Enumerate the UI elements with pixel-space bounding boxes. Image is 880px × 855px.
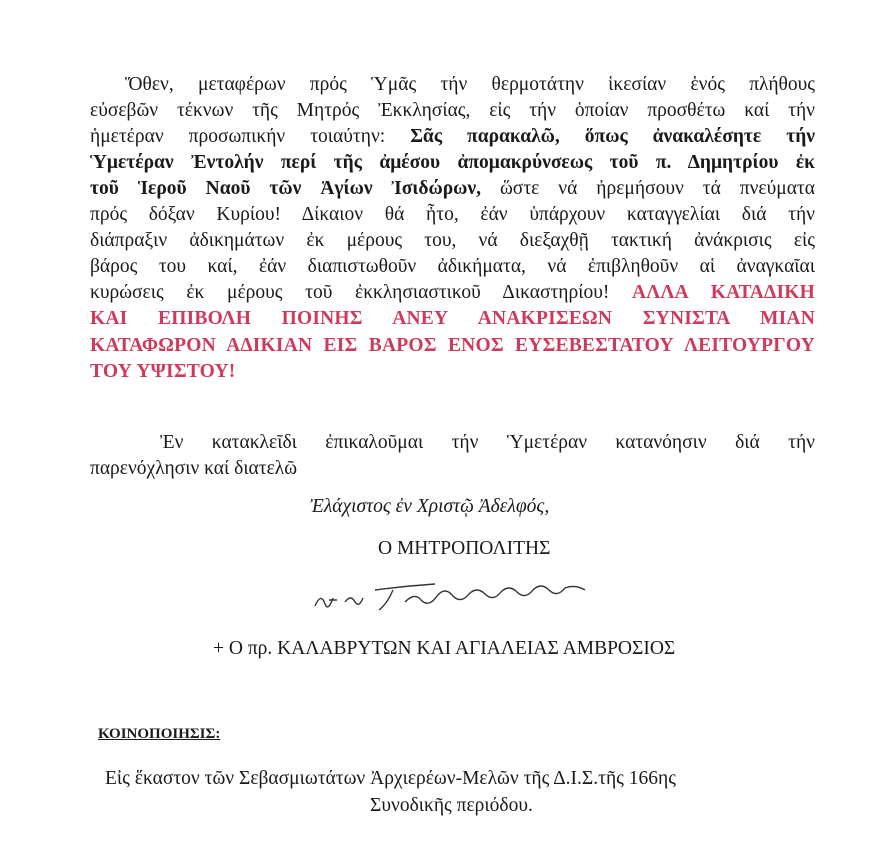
red-emphasis-line: ΚΑΙ ΕΠΙΒΟΛΗ ΠΟΙΝΗΣ ΑΝΕΥ ΑΝΑΚΡΙΣΕΩΝ ΣΥΝΙΣΤΑ ΜΙΑΝ	[90, 308, 815, 329]
bold-request: τοῦ Ἱεροῦ Ναοῦ τῶν Ἁγίων Ἰσιδώρων,	[90, 178, 482, 199]
paragraph1-line	[90, 124, 815, 150]
paragraph1-line	[90, 280, 815, 306]
bold-request: Σᾶς παρακαλῶ, ὅπως ἀνακαλέσητε τήν	[410, 126, 815, 147]
distribution-line: Εἰς ἕκαστον τῶν Σεβασμιωτάτων Ἀρχιερέων-Μελῶν τῆς Δ.Ι.Σ.τῆς 166ης	[105, 768, 676, 789]
text: κυρώσεις ἐκ μέρους τοῦ ἐκκλησιαστικοῦ Δικαστηρίου!	[90, 282, 633, 303]
paragraph1-line: Ὅθεν, μεταφέρων πρός Ὑμᾶς τήν θερμοτάτην ἱκεσίαν ἑνός πλήθους	[125, 74, 815, 95]
text: ἡμετέραν προσωπικήν τοιαύτην:	[90, 126, 411, 147]
red-emphasis: ΑΛΛΑ ΚΑΤΑΔΙΚΗ	[632, 282, 815, 303]
paragraph1-line: πρός δόξαν Κυρίου! Δίκαιον θά ἦτο, ἐάν ὑπάρχουν καταγγελίαι διά τήν	[90, 204, 815, 225]
signatory-name: + Ο πρ. ΚΑΛΑΒΡΥΤΩΝ ΚΑΙ ΑΓΙΑΛΕΙΑΣ ΑΜΒΡΟΣΙΟΣ	[213, 638, 676, 659]
text: ὥστε νά ἠρεμήσουν τά πνεύματα	[481, 178, 815, 199]
signatory-title: Ο ΜΗΤΡΟΠΟΛΙΤΗΣ	[378, 538, 551, 559]
distribution-heading: ΚΟΙΝΟΠΟΙΗΣΙΣ:	[98, 726, 221, 742]
paragraph1-line: βάρος του καί, ἐάν διαπιστωθοῦν ἀδικήματα, νά ἐπιβληθοῦν αἱ ἀναγκαῖαι	[90, 256, 815, 277]
paragraph1-line	[90, 176, 815, 202]
paragraph2-line: παρενόχλησιν καί διατελῶ	[90, 458, 298, 479]
salutation: Ἐλάχιστος ἐν Χριστῷ Ἀδελφός,	[310, 496, 550, 517]
paragraph1-line: εὐσεβῶν τέκνων τῆς Μητρός Ἐκκλησίας, εἰς τήν ὁποίαν προσθέτω καί τήν	[90, 100, 815, 121]
paragraph2-line: Ἐν κατακλεῖδι ἐπικαλοῦμαι τήν Ὑμετέραν κατανόησιν διά τήν	[160, 432, 815, 453]
distribution-line: Συνοδικῆς περιόδου.	[370, 795, 533, 816]
paragraph1-line: διάπραξιν ἀδικημάτων ἐκ μέρους του, νά διεξαχθῇ τακτική ἀνάκρισις εἰς	[90, 230, 815, 251]
red-emphasis-line: ΤΟΥ ΥΨΙΣΤΟΥ!	[90, 361, 236, 382]
handwritten-signature	[305, 578, 625, 618]
paragraph1-line: Ὑμετέραν Ἐντολήν περί τῆς ἀμέσου ἀπομακρύνσεως τοῦ π. Δημητρίου ἐκ	[90, 152, 815, 173]
red-emphasis-line: ΚΑΤΑΦΩΡΟΝ ΑΔΙΚΙΑΝ ΕΙΣ ΒΑΡΟΣ ΕΝΟΣ ΕΥΣΕΒΕΣΤΑΤΟΥ ΛΕΙΤΟΥΡΓΟΥ	[90, 335, 815, 356]
